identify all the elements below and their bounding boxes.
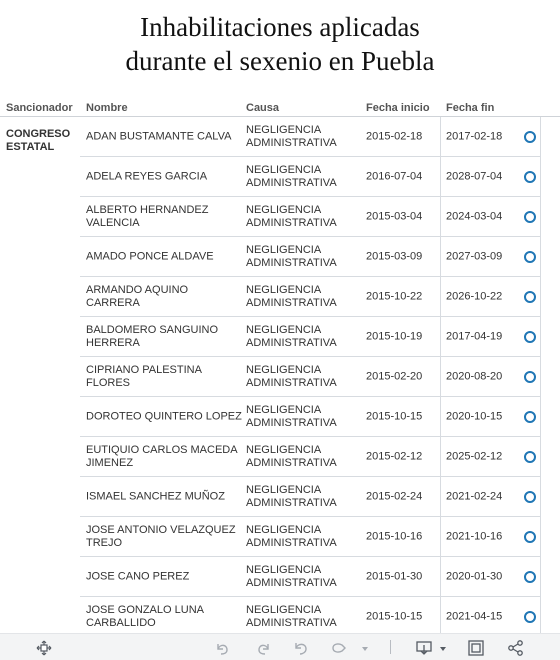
cell-fecha-inicio: 2015-03-04 <box>366 210 423 222</box>
column-divider <box>440 117 441 633</box>
table-row[interactable] <box>80 317 541 357</box>
cell-fecha-inicio: 2015-02-18 <box>366 130 423 142</box>
cell-fecha-inicio: 2015-01-30 <box>366 570 423 582</box>
page-title <box>0 10 560 78</box>
cell-nombre: ARMANDO AQUINO CARRERA <box>86 283 189 309</box>
cell-nombre: CIPRIANO PALESTINA FLORES <box>86 363 202 389</box>
cell-nombre: AMADO PONCE ALDAVE <box>86 250 214 262</box>
table-row[interactable] <box>80 437 541 477</box>
cell-nombre: ADAN BUSTAMANTE CALVA <box>86 130 232 142</box>
cell-fecha-inicio: 2015-10-22 <box>366 290 423 302</box>
cell-causa: NEGLIGENCIA ADMINISTRATIVA <box>246 443 337 469</box>
download-icon[interactable] <box>415 639 433 657</box>
row-radio-button[interactable] <box>524 371 536 383</box>
group-label: CONGRESO ESTATAL <box>6 128 71 153</box>
title-line-1: Inhabilitaciones aplicadas <box>140 12 420 42</box>
cell-fecha-fin: 2021-04-15 <box>446 610 503 622</box>
cell-fecha-inicio: 2015-10-16 <box>366 530 423 542</box>
toolbar <box>0 633 560 660</box>
cell-fecha-inicio: 2015-10-15 <box>366 410 423 422</box>
row-radio-button[interactable] <box>524 531 536 543</box>
table-row[interactable] <box>80 237 541 277</box>
share-icon[interactable] <box>507 639 525 657</box>
cell-nombre: JOSE CANO PEREZ <box>86 570 190 582</box>
row-radio-button[interactable] <box>524 251 536 263</box>
header-causa[interactable]: Causa <box>246 102 280 114</box>
cell-fecha-inicio: 2015-02-24 <box>366 490 423 502</box>
cell-nombre: DOROTEO QUINTERO LOPEZ <box>86 410 242 422</box>
cell-causa: NEGLIGENCIA ADMINISTRATIVA <box>246 283 337 309</box>
cell-causa: NEGLIGENCIA ADMINISTRATIVA <box>246 243 337 269</box>
cell-causa: NEGLIGENCIA ADMINISTRATIVA <box>246 123 337 149</box>
table-row[interactable] <box>80 477 541 517</box>
row-radio-button[interactable] <box>524 571 536 583</box>
header-nombre[interactable]: Nombre <box>86 102 128 114</box>
cell-fecha-fin: 2017-02-18 <box>446 130 503 142</box>
toolbar-divider <box>390 640 391 654</box>
move-icon[interactable] <box>35 639 53 657</box>
cell-causa: NEGLIGENCIA ADMINISTRATIVA <box>246 203 337 229</box>
cell-causa: NEGLIGENCIA ADMINISTRATIVA <box>246 603 337 629</box>
cell-causa: NEGLIGENCIA ADMINISTRATIVA <box>246 403 337 429</box>
row-radio-button[interactable] <box>524 331 536 343</box>
cell-fecha-fin: 2028-07-04 <box>446 170 503 182</box>
chevron-down-icon[interactable] <box>434 639 446 657</box>
cell-fecha-inicio: 2015-02-12 <box>366 450 423 462</box>
table-row[interactable] <box>80 557 541 597</box>
header-fecha-inicio[interactable]: Fecha inicio <box>366 102 430 114</box>
table-row[interactable] <box>80 157 541 197</box>
cell-fecha-inicio: 2015-10-15 <box>366 610 423 622</box>
table-row[interactable] <box>80 277 541 317</box>
title-line-2: durante el sexenio en Puebla <box>125 46 435 76</box>
table-row[interactable] <box>80 597 541 633</box>
table-row[interactable] <box>80 397 541 437</box>
cell-causa: NEGLIGENCIA ADMINISTRATIVA <box>246 523 337 549</box>
cell-nombre: BALDOMERO SANGUINO HERRERA <box>86 323 219 349</box>
cell-causa: NEGLIGENCIA ADMINISTRATIVA <box>246 563 337 589</box>
cell-nombre: EUTIQUIO CARLOS MACEDA JIMENEZ <box>86 443 237 469</box>
table-row[interactable] <box>80 117 541 157</box>
cell-fecha-fin: 2020-08-20 <box>446 370 503 382</box>
history-icon[interactable] <box>330 639 348 657</box>
cell-fecha-fin: 2026-10-22 <box>446 290 503 302</box>
fullscreen-icon[interactable] <box>467 639 485 657</box>
column-divider <box>540 117 541 633</box>
cell-fecha-fin: 2021-10-16 <box>446 530 503 542</box>
data-table <box>0 100 560 633</box>
undo-icon[interactable] <box>213 639 231 657</box>
row-radio-button[interactable] <box>524 451 536 463</box>
cell-fecha-inicio: 2016-07-04 <box>366 170 423 182</box>
table-row[interactable] <box>80 197 541 237</box>
cell-fecha-fin: 2020-01-30 <box>446 570 503 582</box>
cell-nombre: JOSE GONZALO LUNA CARBALLIDO <box>86 603 204 629</box>
cell-fecha-fin: 2017-04-19 <box>446 330 503 342</box>
cell-nombre: ISMAEL SANCHEZ MUÑOZ <box>86 490 225 502</box>
cell-causa: NEGLIGENCIA ADMINISTRATIVA <box>246 323 337 349</box>
cell-fecha-fin: 2027-03-09 <box>446 250 503 262</box>
cell-nombre: ADELA REYES GARCIA <box>86 170 208 182</box>
table-row[interactable] <box>80 357 541 397</box>
row-radio-button[interactable] <box>524 491 536 503</box>
cell-causa: NEGLIGENCIA ADMINISTRATIVA <box>246 163 337 189</box>
cell-fecha-fin: 2025-02-12 <box>446 450 503 462</box>
chevron-down-icon[interactable] <box>356 639 368 657</box>
redo-icon[interactable] <box>255 639 273 657</box>
table-row[interactable] <box>80 517 541 557</box>
row-radio-button[interactable] <box>524 131 536 143</box>
row-radio-button[interactable] <box>524 411 536 423</box>
row-radio-button[interactable] <box>524 291 536 303</box>
cell-fecha-inicio: 2015-10-19 <box>366 330 423 342</box>
cell-nombre: ALBERTO HERNANDEZ VALENCIA <box>86 203 209 229</box>
cell-fecha-inicio: 2015-03-09 <box>366 250 423 262</box>
row-radio-button[interactable] <box>524 171 536 183</box>
cell-fecha-fin: 2021-02-24 <box>446 490 503 502</box>
cell-fecha-fin: 2024-03-04 <box>446 210 503 222</box>
cell-nombre: JOSE ANTONIO VELAZQUEZ TREJO <box>86 523 236 549</box>
table-body <box>80 117 541 633</box>
table-header <box>0 100 560 117</box>
row-radio-button[interactable] <box>524 211 536 223</box>
cell-causa: NEGLIGENCIA ADMINISTRATIVA <box>246 483 337 509</box>
header-fecha-fin[interactable]: Fecha fin <box>446 102 495 114</box>
cell-fecha-fin: 2020-10-15 <box>446 410 503 422</box>
cell-causa: NEGLIGENCIA ADMINISTRATIVA <box>246 363 337 389</box>
header-sancionador[interactable]: Sancionador <box>6 102 73 114</box>
row-radio-button[interactable] <box>524 611 536 623</box>
revert-icon[interactable] <box>293 639 311 657</box>
cell-fecha-inicio: 2015-02-20 <box>366 370 423 382</box>
